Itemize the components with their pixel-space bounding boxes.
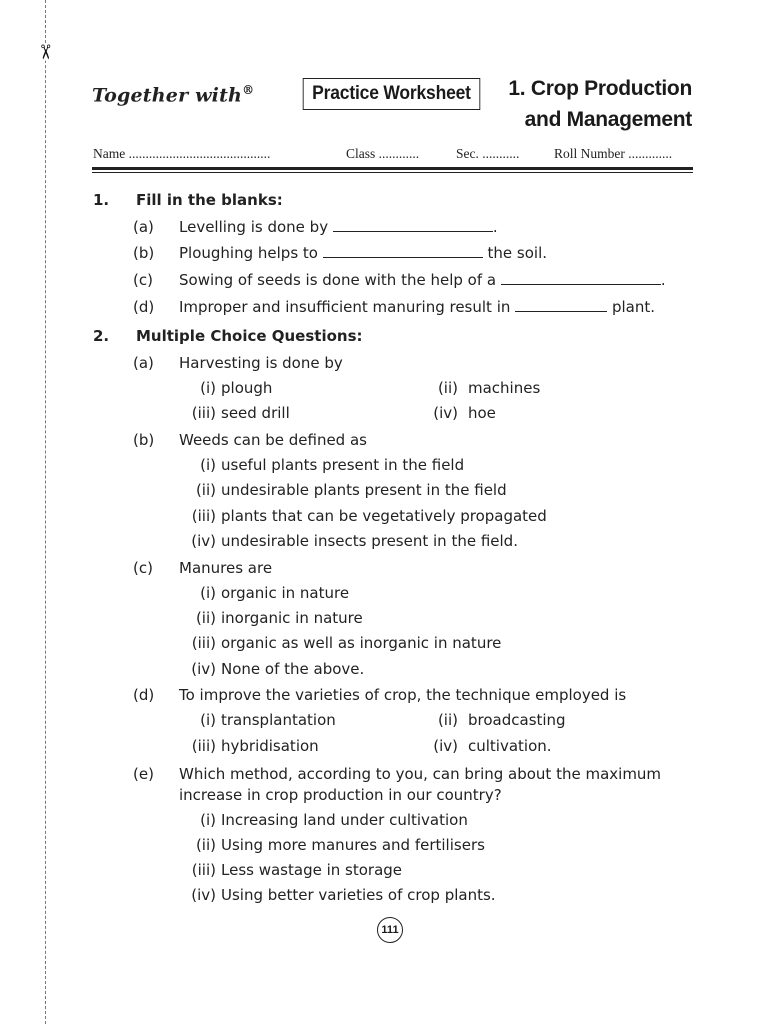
chapter-title: [508, 73, 692, 135]
roll-number-field: Roll Number .............: [554, 146, 673, 161]
answer-blank[interactable]: [323, 243, 483, 258]
chapter-title-line2: and Management: [524, 108, 692, 131]
answer-blank[interactable]: [333, 217, 493, 232]
section-field: Sec. ...........: [456, 146, 520, 161]
answer-blank[interactable]: [515, 297, 607, 312]
brand-logo: Together with®: [92, 83, 255, 107]
chapter-title-line1: 1. Crop Production: [508, 77, 692, 100]
header-rule-thin: [92, 172, 693, 173]
header-rule-thick: [92, 167, 693, 170]
page-number: 111: [377, 917, 403, 943]
answer-blank[interactable]: [501, 270, 661, 285]
class-field: Class ............: [346, 146, 420, 161]
cut-line: [45, 0, 46, 1024]
scissors-icon: ✂: [33, 43, 58, 61]
name-field: Name ..........................................: [93, 146, 271, 161]
worksheet-label: Practice Worksheet: [303, 78, 481, 110]
